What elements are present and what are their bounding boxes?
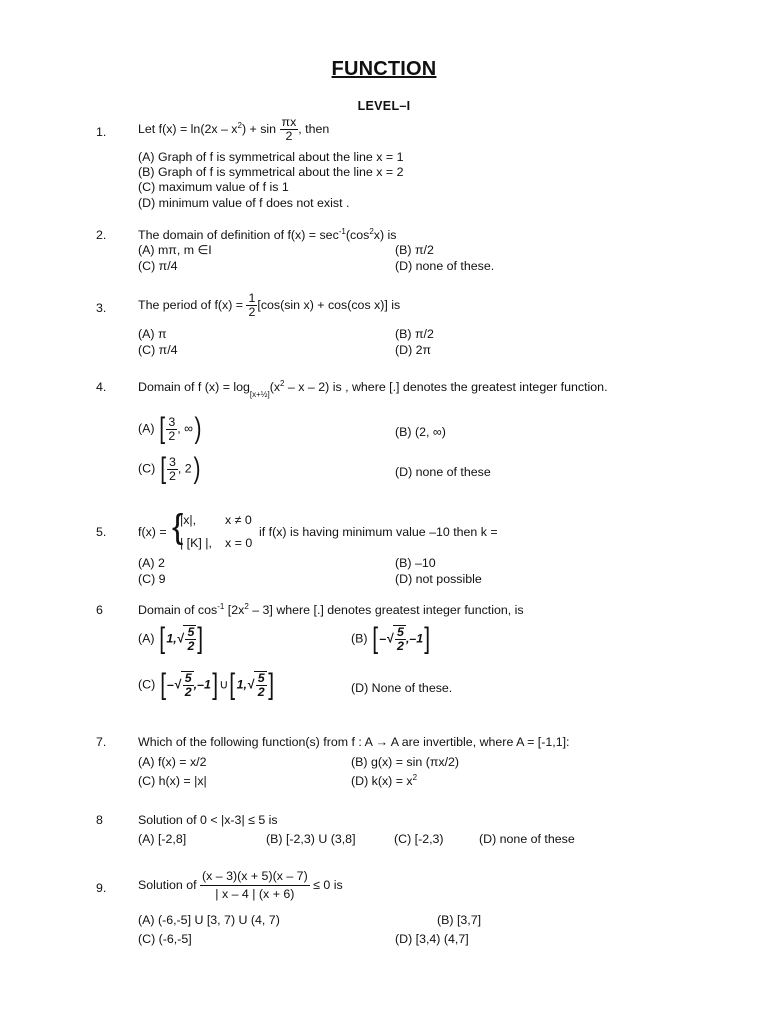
question-number: 7. bbox=[96, 735, 107, 749]
option-a: (A) (-6,-5] U [3, 7) U (4, 7) bbox=[138, 913, 280, 927]
option-c: (C) 9 bbox=[138, 572, 166, 586]
option-b: (B) [3,7] bbox=[437, 913, 482, 927]
question-7-stem: Which of the following function(s) from f : A → A are invertible, where A = [-1,1]: bbox=[138, 735, 570, 749]
option-c: (C) [ $\frac{3}{2}$ , 2) bbox=[138, 452, 201, 485]
question-number: 2. bbox=[96, 228, 107, 242]
case-2: | [K] |, bbox=[180, 536, 212, 550]
option-a: (A) [1,√ $\frac{5}{2}$ ] bbox=[138, 622, 204, 655]
option-b: (B) Graph of f is symmetrical about the line x = 2 bbox=[138, 165, 404, 179]
question-3-stem: The period of f(x) = $\frac{1}{2}$ [cos(sin x) + cos(cos x)] is bbox=[138, 291, 401, 319]
question-number: 3. bbox=[96, 301, 107, 315]
level-heading: LEVEL–I bbox=[357, 99, 411, 113]
question-5-stem-lead: f(x) = bbox=[138, 525, 167, 539]
option-c: (C) maximum value of f is 1 bbox=[138, 180, 289, 194]
option-d: (D) 2π bbox=[395, 343, 432, 357]
option-d: (D) minimum value of f does not exist . bbox=[138, 196, 350, 210]
option-b: (B) [–√ $\frac{5}{2}$ ,–1] bbox=[351, 622, 431, 655]
question-9-stem: Solution of $\frac{(x - 3)(x + 5)(x - 7)}{| x - 4 | (x + 6)}$ ≤ 0 is bbox=[138, 869, 343, 901]
question-number: 4. bbox=[96, 380, 107, 394]
question-8-stem: Solution of 0 < |x-3| ≤ 5 is bbox=[138, 813, 278, 827]
option-c: (C) [–√ $\frac{5}{2}$ ,–1]∪[1,√ $\frac{5}{2}$ ] bbox=[138, 668, 274, 701]
option-b: (B) –10 bbox=[395, 556, 436, 570]
question-number: 6 bbox=[96, 603, 103, 617]
option-d: (D) none of these bbox=[479, 832, 575, 846]
question-6-stem: Domain of $\cos^{-1} [2x^2 - 3]$ where [.] denotes greatest integer function, is bbox=[138, 602, 524, 617]
option-a: (A) f(x) = x/2 bbox=[138, 755, 207, 769]
option-c: (C) π/4 bbox=[138, 259, 178, 273]
option-a: (A) [-2,8] bbox=[138, 832, 187, 846]
question-4-stem: Domain of f $(x) = \log_{[x+\frac{1}{2}]}(x^2 - x - 2)$ is , where [.] denotes the greatest integer function. bbox=[138, 379, 608, 399]
option-c: (C) h(x) = |x| bbox=[138, 774, 207, 788]
fraction: $\frac{(x - 3)(x + 5)(x - 7)}{| x - 4 | (x + 6)}$ bbox=[202, 869, 308, 901]
question-2-stem: The domain of definition of $f(x) = \sec^{-1}(\cos^2x)$ is bbox=[138, 227, 397, 242]
option-b: (B) π/2 bbox=[395, 243, 434, 257]
case-1: |x|, bbox=[180, 513, 197, 527]
option-d: (D) [3,4) (4,7] bbox=[395, 932, 469, 946]
question-number: 9. bbox=[96, 881, 107, 895]
page-title: FUNCTION bbox=[331, 58, 437, 80]
option-d: (D) none of these. bbox=[395, 259, 495, 273]
option-b: (B) g(x) = sin (πx/2) bbox=[351, 755, 460, 769]
fraction: $\frac{\pi x}{2}$ bbox=[281, 115, 297, 143]
case-2-condition: x = 0 bbox=[225, 536, 253, 550]
option-c: (C) [-2,3) bbox=[394, 832, 444, 846]
question-number: 5. bbox=[96, 525, 107, 539]
option-a: (A) [ $\frac{3}{2}$ , ∞) bbox=[138, 412, 202, 445]
option-d: (D) None of these. bbox=[351, 681, 453, 695]
option-d: (D) $k(x) = x^2$ bbox=[351, 773, 418, 788]
option-c: (C) (-6,-5] bbox=[138, 932, 192, 946]
case-1-condition: x ≠ 0 bbox=[225, 513, 252, 527]
question-5-stem: if f(x) is having minimum value –10 then k = bbox=[259, 525, 498, 539]
option-a: (A) 2 bbox=[138, 556, 165, 570]
fraction: $\frac{1}{2}$ bbox=[248, 291, 256, 319]
option-c: (C) π/4 bbox=[138, 343, 178, 357]
piecewise-brace: { bbox=[172, 508, 184, 546]
option-d: (D) none of these bbox=[395, 465, 491, 479]
option-b: (B) (2, ∞) bbox=[395, 425, 446, 439]
question-number: 8 bbox=[96, 813, 103, 827]
option-a: (A) Graph of f is symmetrical about the line x = 1 bbox=[138, 150, 404, 164]
option-b: (B) π/2 bbox=[395, 327, 434, 341]
question-1-stem: Let $f(x) = \ln(2x - x^2) + \sin$ $\frac{\pi x}{2}$ , then bbox=[138, 115, 330, 143]
option-b: (B) [-2,3) U (3,8] bbox=[266, 832, 356, 846]
option-a: (A) mπ, m ∈I bbox=[138, 243, 212, 257]
question-number: 1. bbox=[96, 125, 107, 139]
option-a: (A) π bbox=[138, 327, 167, 341]
option-d: (D) not possible bbox=[395, 572, 482, 586]
